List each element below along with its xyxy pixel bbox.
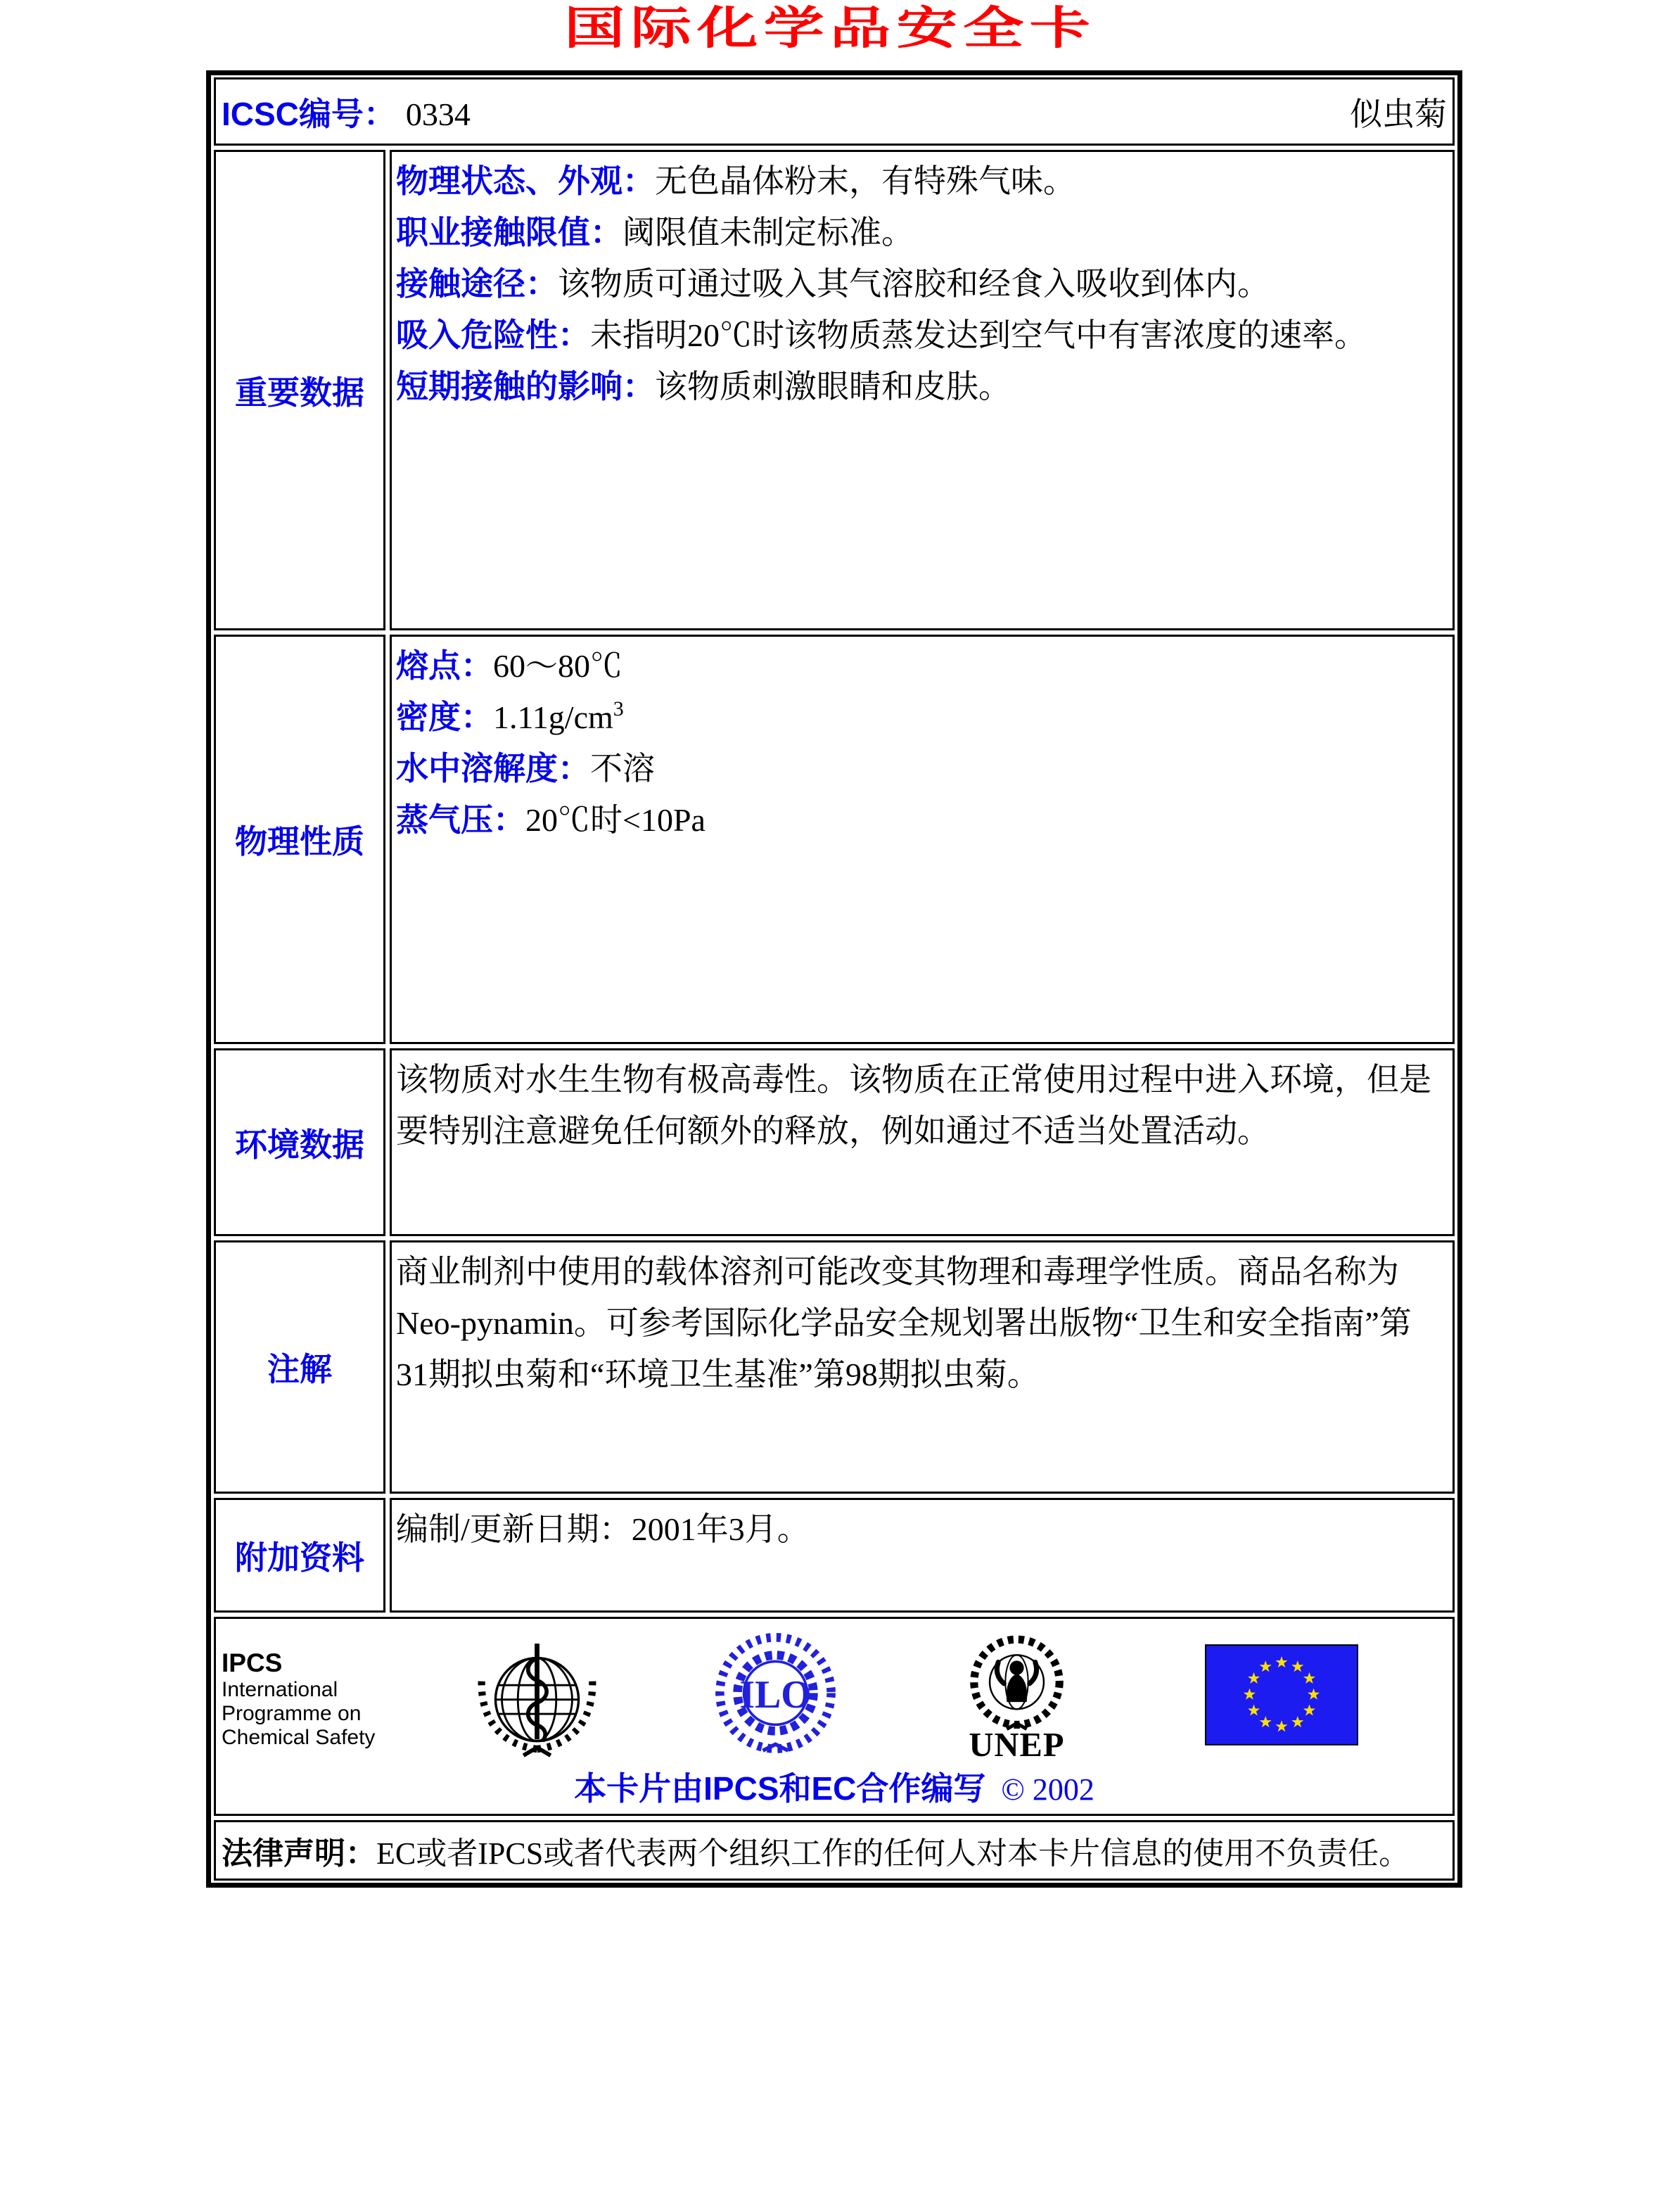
icsc-number-group [222,89,471,135]
unep-logo-icon [959,1634,1075,1762]
ilo-logo-icon [712,1633,839,1762]
item-label: 接触途径： [396,265,558,302]
footer-copyright: © 2002 [1001,1772,1094,1807]
item-value: 该物质可通过吸入其气溶胶和经食入吸收到体内。 [558,266,1270,302]
chemical-name: 似虫菊 [1350,96,1447,132]
item-value: 无色晶体粉末，有特殊气味。 [655,163,1075,199]
item-label: 密度： [396,699,493,735]
additional-info-content [390,1498,1455,1613]
item-label: 熔点： [396,647,493,684]
item-value: 60～80℃ [493,648,622,684]
item-value: 不溶 [590,751,655,787]
page-title-text: 国际化学品安全卡 [564,4,1096,53]
item-label: 短期接触的影响： [396,368,655,405]
important-data-item [396,207,1441,258]
who-logo-icon [469,1637,605,1781]
item-label: 水中溶解度： [396,750,590,787]
item-label: 吸入危险性： [396,317,590,353]
section-label-environmental-data: 环境数据 [214,1048,385,1236]
section-label-important-data: 重要数据 [214,150,385,630]
disclaimer-text: EC或者IPCS或者代表两个组织工作的任何人对本卡片信息的使用不负责任。 [376,1836,1410,1871]
physical-property-item [396,640,1441,692]
item-value: 未指明20℃时该物质蒸发达到空气中有害浓度的速率。 [590,317,1367,353]
page-title [0,3,1660,55]
physical-property-item [396,743,1441,794]
physical-property-item [396,692,1441,743]
important-data-content [390,150,1455,630]
notes-row [214,1240,1455,1494]
logos-cell [214,1617,1455,1816]
notes-text: 商业制剂中使用的载体溶剂可能改变其物理和毒理学性质。商品名称为Neo-pynamin。可参考国际化学品安全规划署出版物“卫生和安全指南”第31期拟虫菊和“环境卫生基准”第98期拟虫菊。 [396,1254,1412,1392]
item-value: 20℃时<10Pa [525,802,706,838]
disclaimer-label: 法律声明： [222,1836,376,1871]
section-label-notes: 注解 [214,1240,385,1494]
item-label: 物理状态、外观： [396,163,655,199]
disclaimer-cell [214,1820,1455,1881]
icsc-number-label: ICSC编号： [222,95,396,132]
ipcs-line: Programme on [222,1702,362,1725]
update-date-value: 2001年3月。 [631,1511,810,1547]
environmental-data-content [390,1048,1455,1236]
important-data-item [396,155,1441,207]
important-data-item [396,361,1441,412]
footer-caption-text: 本卡片由IPCS和EC合作编写 [574,1770,986,1807]
important-data-item [396,258,1441,310]
additional-info-row [214,1498,1455,1613]
notes-content [390,1240,1455,1494]
footer-caption [216,1771,1452,1807]
physical-properties-row [214,635,1455,1044]
ipcs-acronym: IPCS [222,1648,283,1677]
item-value: 1.11g/cm [493,699,613,735]
unep-letters: UNEP [969,1726,1065,1759]
important-data-row [214,150,1455,630]
section-label-additional-info: 附加资料 [214,1498,385,1613]
item-label: 职业接触限值： [396,214,622,250]
important-data-item [396,310,1441,361]
update-date-label: 编制/更新日期： [396,1511,632,1547]
environmental-data-text: 该物质对水生生物有极高毒性。该物质在正常使用过程中进入环境，但是要特别注意避免任何额外的释放，例如通过不适当处置活动。 [396,1062,1431,1149]
physical-property-item [396,794,1441,846]
icsc-card [206,70,1462,1888]
physical-properties-content [390,635,1455,1044]
header-cell [214,77,1455,146]
logos-row [214,1617,1455,1816]
density-superscript: 3 [613,697,624,720]
eu-flag-icon [1205,1644,1358,1749]
header-row [214,77,1455,146]
ilo-letters: ILO [739,1673,812,1717]
icsc-number-value: 0334 [405,96,471,132]
item-value: 该物质刺激眼睛和皮肤。 [655,369,1011,405]
ipcs-line: International [222,1678,338,1701]
ipcs-line: Chemical Safety [222,1726,376,1749]
item-label: 蒸气压： [396,801,525,838]
ipcs-text-block [222,1648,375,1750]
environmental-data-row [214,1048,1455,1236]
section-label-physical-properties: 物理性质 [214,635,385,1044]
disclaimer-row [214,1820,1455,1881]
item-value: 阈限值未制定标准。 [622,215,914,250]
